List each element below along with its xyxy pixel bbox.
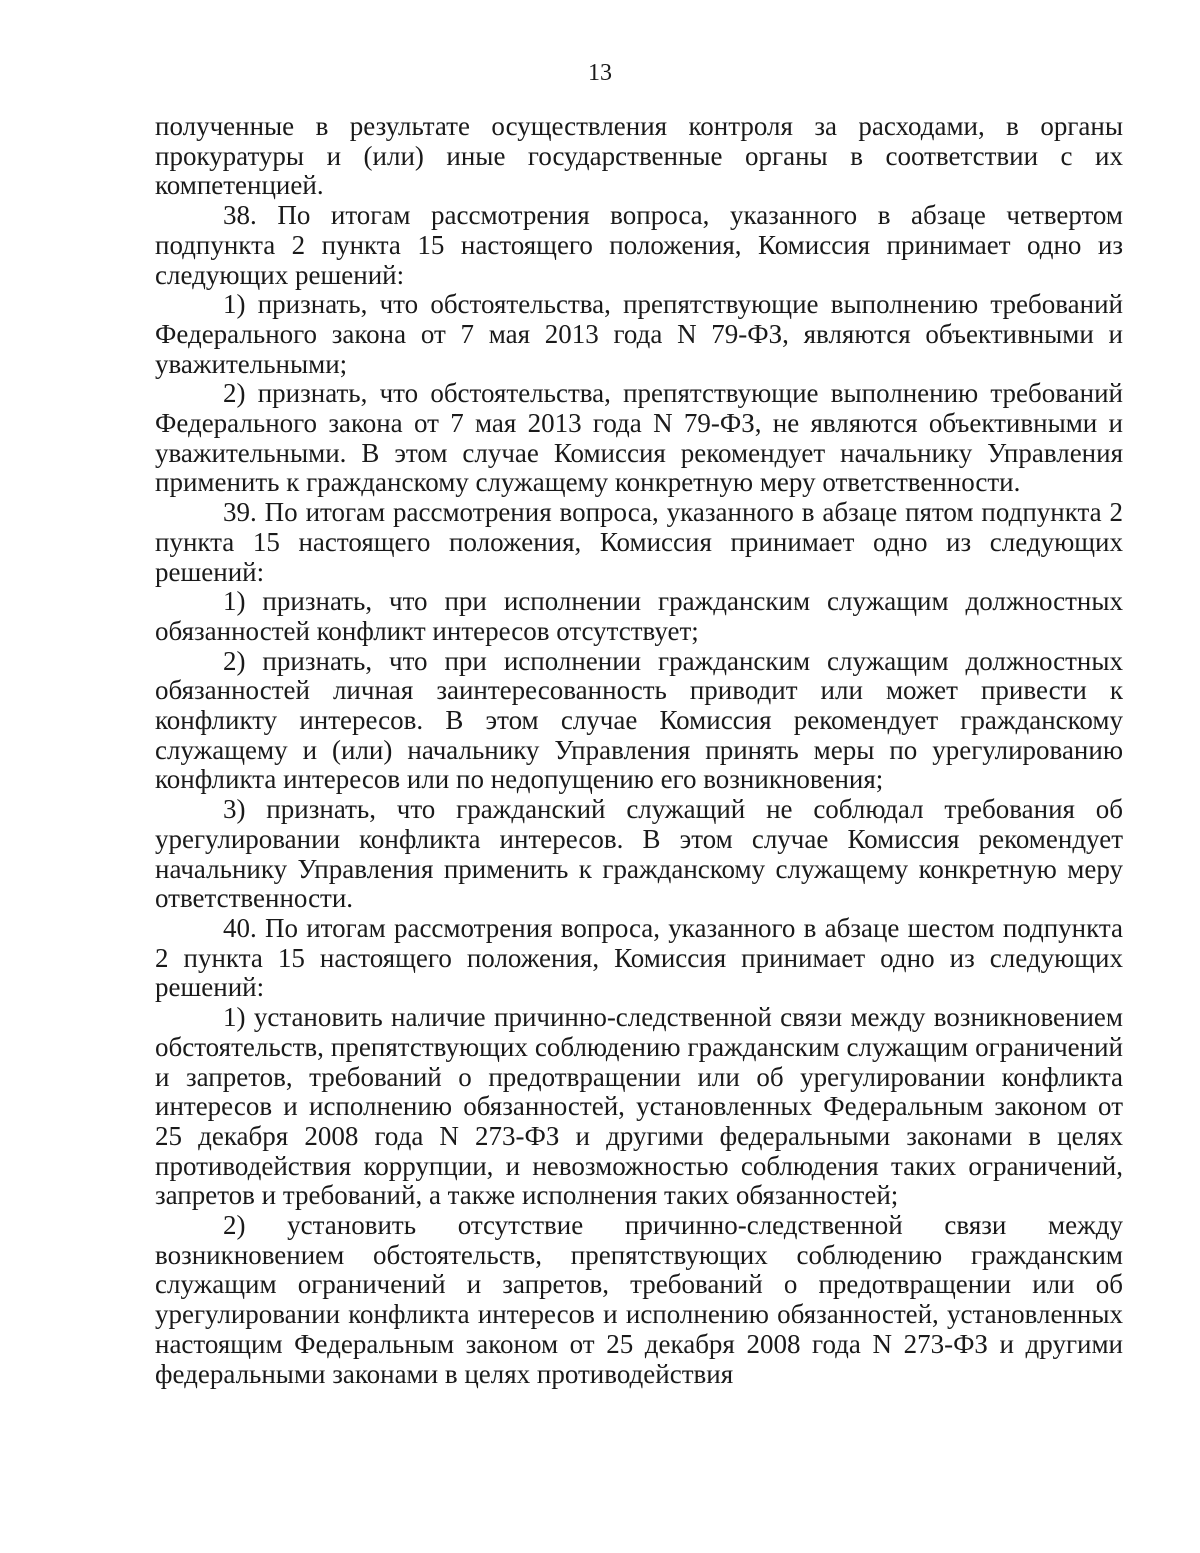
paragraph-clause-38: 38. По итогам рассмотрения вопроса, указанного в абзаце четвертом подпункта 2 пункта 15 настоящего положения, Комиссия принимает одно из следующих решений: (155, 200, 1123, 290)
paragraph-clause-38-item-1: 1) признать, что обстоятельства, препятствующие выполнению требований Федерального закона от 7 мая 2013 года N 79-ФЗ, являются объективными и уважительными; (155, 289, 1123, 379)
paragraph-continuation: полученные в результате осуществления контроля за расходами, в органы прокуратуры и (или) иные государственные органы в соответствии с их компетенцией. (155, 111, 1123, 201)
paragraph-clause-38-item-2: 2) признать, что обстоятельства, препятствующие выполнению требований Федерального закона от 7 мая 2013 года N 79-ФЗ, не являются объективными и уважительными. В этом случае Комиссия рекомендует начальнику Управления применить к гражданскому служащему конкретную меру ответственности. (155, 378, 1123, 498)
paragraph-clause-39-item-1: 1) признать, что при исполнении гражданским служащим должностных обязанностей конфликт интересов отсутствует; (155, 586, 1123, 646)
paragraph-clause-40: 40. По итогам рассмотрения вопроса, указанного в абзаце шестом подпункта 2 пункта 15 настоящего положения, Комиссия принимает одно из следующих решений: (155, 912, 1123, 1003)
paragraph-clause-40-item-1: 1) установить наличие причинно-следственной связи между возникновением обстоятельств, препятствующих соблюдению гражданским служащим ограничений и запретов, требований о предотвращении или об урегулировании конфликта интересов и исполнению обязанностей, установленных Федеральным законом от 25 декабря 2008 года N 273-ФЗ и другими федеральными законами в целях противодействия коррупции, и невозможностью соблюдения таких ограничений, запретов и требований, а также исполнения таких обязанностей; (155, 1002, 1123, 1211)
page-number: 13 (588, 60, 612, 86)
paragraph-clause-39: 39. По итогам рассмотрения вопроса, указанного в абзаце пятом подпункта 2 пункта 15 настоящего положения, Комиссия принимает одно из следующих решений: (155, 497, 1123, 587)
paragraph-clause-40-item-2: 2) установить отсутствие причинно-следственной связи между возникновением обстоятельств, препятствующих соблюдению гражданским служащим ограничений и запретов, требований о предотвращении или об урегулировании конфликта интересов и исполнению обязанностей, установленных настоящим Федеральным законом от 25 декабря 2008 года N 273-ФЗ и другими федеральными законами в целях противодействия (155, 1210, 1123, 1389)
document-body (155, 112, 1123, 1389)
paragraph-clause-39-item-3: 3) признать, что гражданский служащий не соблюдал требования об урегулировании конфликта интересов. В этом случае Комиссия рекомендует начальнику Управления применить к гражданскому служащему конкретную меру ответственности. (155, 794, 1123, 914)
paragraph-clause-39-item-2: 2) признать, что при исполнении гражданским служащим должностных обязанностей личная заинтересованность приводит или может привести к конфликту интересов. В этом случае Комиссия рекомендует гражданскому служащему и (или) начальнику Управления принять меры по урегулированию конфликта интересов или по недопущению его возникновения; (155, 645, 1123, 795)
